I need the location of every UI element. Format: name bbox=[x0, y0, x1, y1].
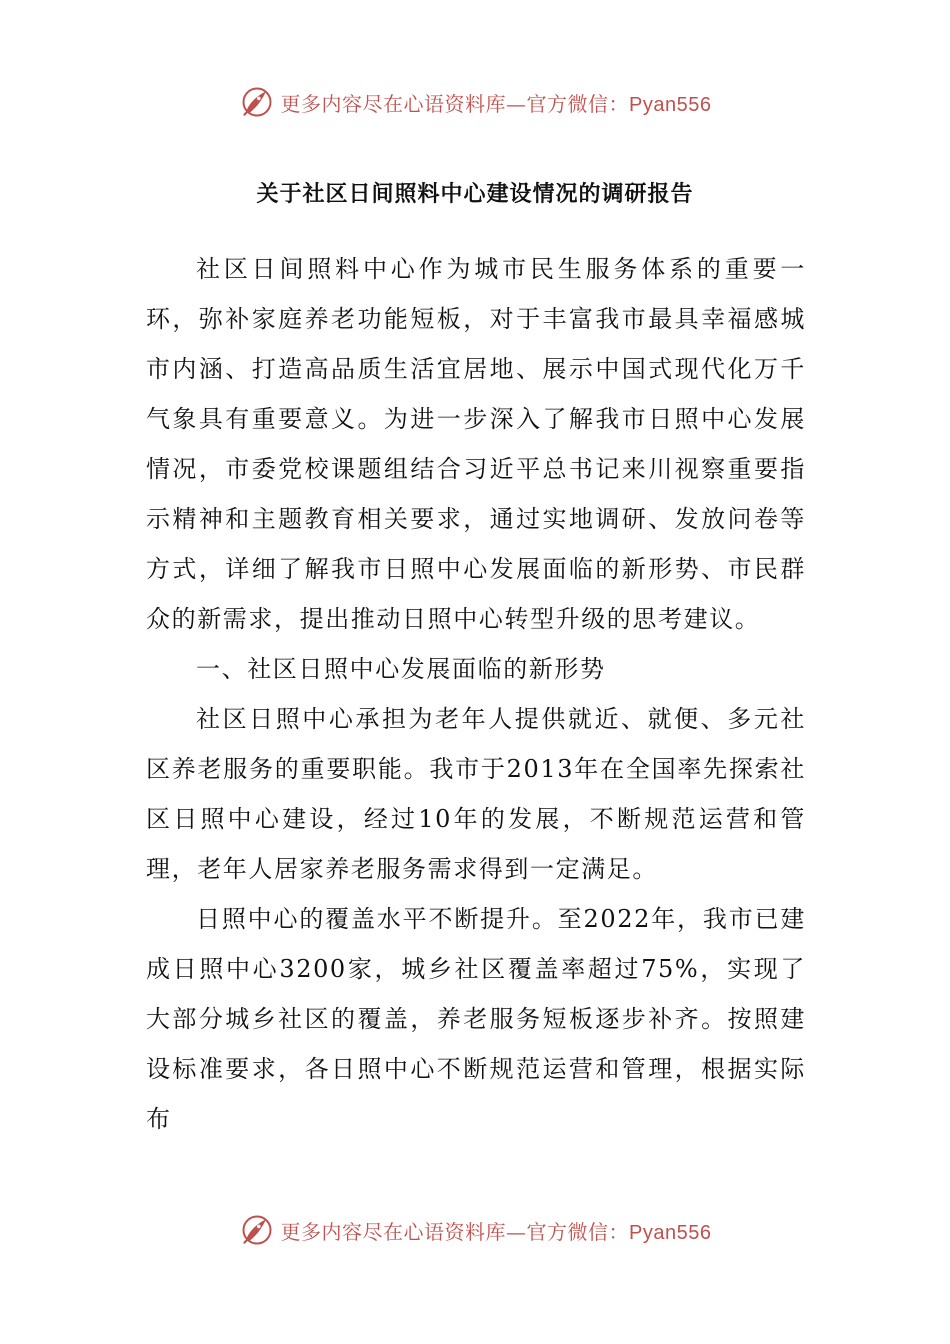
pen-nib-logo-icon bbox=[239, 84, 275, 120]
paragraph-section-intro: 社区日照中心承担为老年人提供就近、就便、多元社区养老服务的重要职能。我市于2013年在全国率先探索社区日照中心建设，经过10年的发展，不断规范运营和管理，老年人居家养老服务需求得到一定满足。 bbox=[146, 705, 806, 883]
pen-nib-logo-icon bbox=[239, 1212, 275, 1248]
watermark-brand: 更多内容尽在心语资料库 bbox=[280, 1219, 507, 1244]
watermark-dash: — bbox=[506, 91, 527, 116]
paragraph-coverage: 日照中心的覆盖水平不断提升。至2022年，我市已建成日照中心3200家，城乡社区覆盖率超过75%，实现了大部分城乡社区的覆盖，养老服务短板逐步补齐。按照建设标准要求，各日照中心不断规范运营和管理，根据实际布 bbox=[146, 905, 806, 1133]
watermark-content bbox=[239, 1212, 712, 1248]
document-body bbox=[146, 244, 806, 1144]
watermark-label: 官方微信： bbox=[526, 1219, 630, 1244]
document-title: 关于社区日间照料中心建设情况的调研报告 bbox=[256, 182, 694, 207]
watermark-label: 官方微信： bbox=[526, 91, 630, 116]
watermark-content bbox=[239, 84, 712, 120]
watermark-text bbox=[281, 88, 712, 117]
footer-watermark bbox=[0, 1210, 950, 1250]
paragraph-intro: 社区日间照料中心作为城市民生服务体系的重要一环，弥补家庭养老功能短板，对于丰富我市最具幸福感城市内涵、打造高品质生活宜居地、展示中国式现代化万千气象具有重要意义。为进一步深入了解我市日照中心发展情况，市委党校课题组结合习近平总书记来川视察重要指示精神和主题教育相关要求，通过实地调研、发放问卷等方式，详细了解我市日照中心发展面临的新形势、市民群众的新需求，提出推动日照中心转型升级的思考建议。 bbox=[146, 255, 806, 633]
section-heading: 一、社区日照中心发展面临的新形势 bbox=[196, 655, 606, 683]
watermark-dash: — bbox=[506, 1219, 527, 1244]
header-watermark bbox=[0, 82, 950, 122]
watermark-wechat-id: Pyan556 bbox=[629, 93, 712, 116]
watermark-wechat-id: Pyan556 bbox=[629, 1221, 712, 1244]
watermark-text bbox=[281, 1216, 712, 1245]
watermark-brand: 更多内容尽在心语资料库 bbox=[280, 91, 507, 116]
